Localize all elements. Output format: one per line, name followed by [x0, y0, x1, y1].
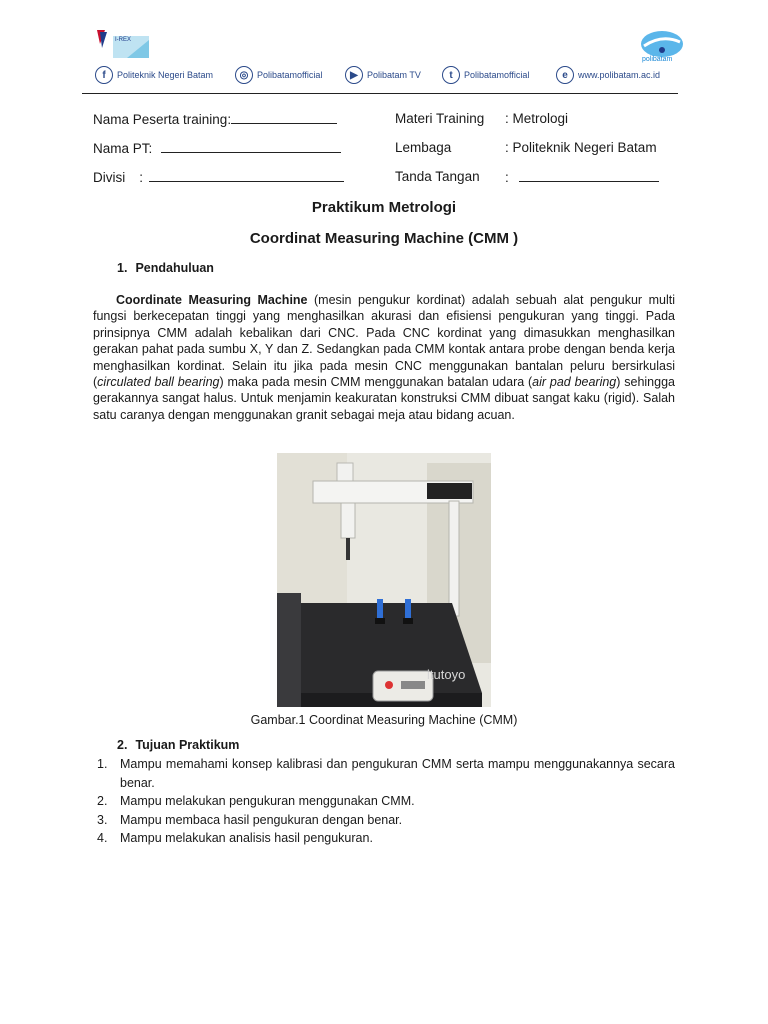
- cmm-brand-text: itutoyo: [427, 667, 466, 682]
- social-instagram-label: Polibatamofficial: [257, 70, 323, 80]
- lembaga-value: : Politeknik Negeri Batam: [505, 140, 657, 155]
- social-twitter-label: Polibatamofficial: [464, 70, 530, 80]
- web-icon: e: [556, 66, 574, 84]
- section-2-title: Tujuan Praktikum: [135, 738, 240, 752]
- list-item: [93, 829, 675, 848]
- list-item: [93, 811, 675, 830]
- page-title: Praktikum Metrologi: [311, 199, 457, 216]
- social-links: [95, 65, 685, 85]
- twitter-icon: t: [442, 66, 460, 84]
- instagram-icon: ◎: [235, 66, 253, 84]
- section-1-title: Pendahuluan: [135, 261, 214, 275]
- materi-label: Materi Training: [395, 111, 485, 126]
- social-facebook-label: Politeknik Negeri Batam: [117, 70, 214, 80]
- polibatam-logo: [640, 30, 684, 66]
- polibatam-logo-text: polibatam: [642, 56, 673, 63]
- nama-pt-blank[interactable]: [161, 140, 341, 153]
- intro-italic-2: air pad bearing: [532, 375, 617, 390]
- intro-text-3: ) sehingga gerakannya sangat halus. Untuk menjamin keakuratan konstruksi CMM dibuat sangat kaku (rigid). Salah satu caranya dengan menggunakan granit sebagai meja atau bidang acuan.: [93, 375, 675, 422]
- social-twitter[interactable]: [442, 65, 529, 85]
- objectives-list: [93, 755, 675, 848]
- intro-text-2: ) maka pada mesin CMM menggunakan batalan udara (: [219, 375, 533, 390]
- list-item: [93, 792, 675, 811]
- list-item: [93, 755, 675, 792]
- section-2-number: 2.: [117, 738, 128, 752]
- tanda-colon: :: [505, 170, 509, 185]
- list-item-number: 1.: [97, 757, 108, 771]
- irex-logo: [97, 30, 151, 58]
- intro-paragraph: [93, 292, 675, 423]
- cmm-photo: [277, 453, 491, 707]
- social-website[interactable]: [556, 65, 660, 85]
- section-1-heading: [117, 261, 214, 275]
- lembaga-label: Lembaga: [395, 140, 452, 155]
- field-tanda: [505, 169, 659, 185]
- field-nama-peserta: [93, 111, 337, 127]
- intro-bold-term: Coordinate Measuring Machine: [116, 293, 308, 307]
- field-materi: [395, 111, 484, 126]
- page-subtitle: Coordinat Measuring Machine (CMM ): [249, 230, 519, 247]
- list-item-number: 4.: [97, 831, 108, 845]
- list-item-number: 3.: [97, 812, 108, 827]
- field-nama-pt: [93, 140, 341, 156]
- irex-logo-text: I-REX: [115, 37, 132, 43]
- divisi-label: Divisi: [93, 170, 126, 185]
- divisi-blank[interactable]: [149, 169, 344, 182]
- nama-peserta-blank[interactable]: [231, 111, 337, 124]
- intro-italic-1: circulated ball bearing: [97, 375, 220, 390]
- nama-peserta-label: Nama Peserta training:: [93, 112, 232, 127]
- nama-pt-label: Nama PT:: [93, 141, 153, 156]
- divisi-colon: :: [139, 170, 144, 185]
- list-item-text: Mampu melakukan analisis hasil pengukuran.: [120, 831, 373, 845]
- facebook-icon: f: [95, 66, 113, 84]
- figure-caption: Gambar.1 Coordinat Measuring Machine (CMM): [250, 713, 518, 727]
- youtube-icon: ▶: [345, 66, 363, 84]
- header-divider: [82, 93, 678, 94]
- social-youtube[interactable]: [345, 65, 421, 85]
- list-item-number: 2.: [97, 794, 108, 808]
- list-item-text: Mampu melakukan pengukuran menggunakan CMM.: [120, 794, 415, 808]
- list-item-text: Mampu membaca hasil pengukuran dengan benar.: [120, 812, 403, 827]
- tanda-label: Tanda Tangan: [395, 169, 480, 184]
- section-1-number: 1.: [117, 261, 128, 275]
- social-instagram[interactable]: [235, 65, 322, 85]
- section-2-heading: [117, 738, 239, 752]
- social-website-label: www.polibatam.ac.id: [578, 70, 661, 80]
- social-youtube-label: Polibatam TV: [367, 70, 421, 80]
- list-item-text: Mampu memahami konsep kalibrasi dan pengukuran CMM serta mampu menggunakannya secara benar.: [120, 757, 675, 790]
- intro-text-1: (mesin pengukur kordinat) adalah sebuah alat pengukur multi fungsi berkecepatan tinggi yang menghasilkan akurasi dan efisiensi pengukuran yang tinggi. Pada prinsipnya CMM adalah kebalikan dari CNC. Pada CNC kordinat yang dimasukkan menghasilkan gerakan pahat pada sumbu X, Y dan Z. Sedangkan pada CMM kontak antara probe dengan benda kerja menghasilkan kordinat. Selain itu jika pada mesin CNC menggunakan bantalan peluru bersirkulasi (: [93, 293, 675, 390]
- social-facebook[interactable]: [95, 65, 213, 85]
- materi-value: : Metrologi: [505, 111, 569, 126]
- field-divisi: [93, 169, 344, 185]
- tanda-blank[interactable]: [519, 169, 659, 182]
